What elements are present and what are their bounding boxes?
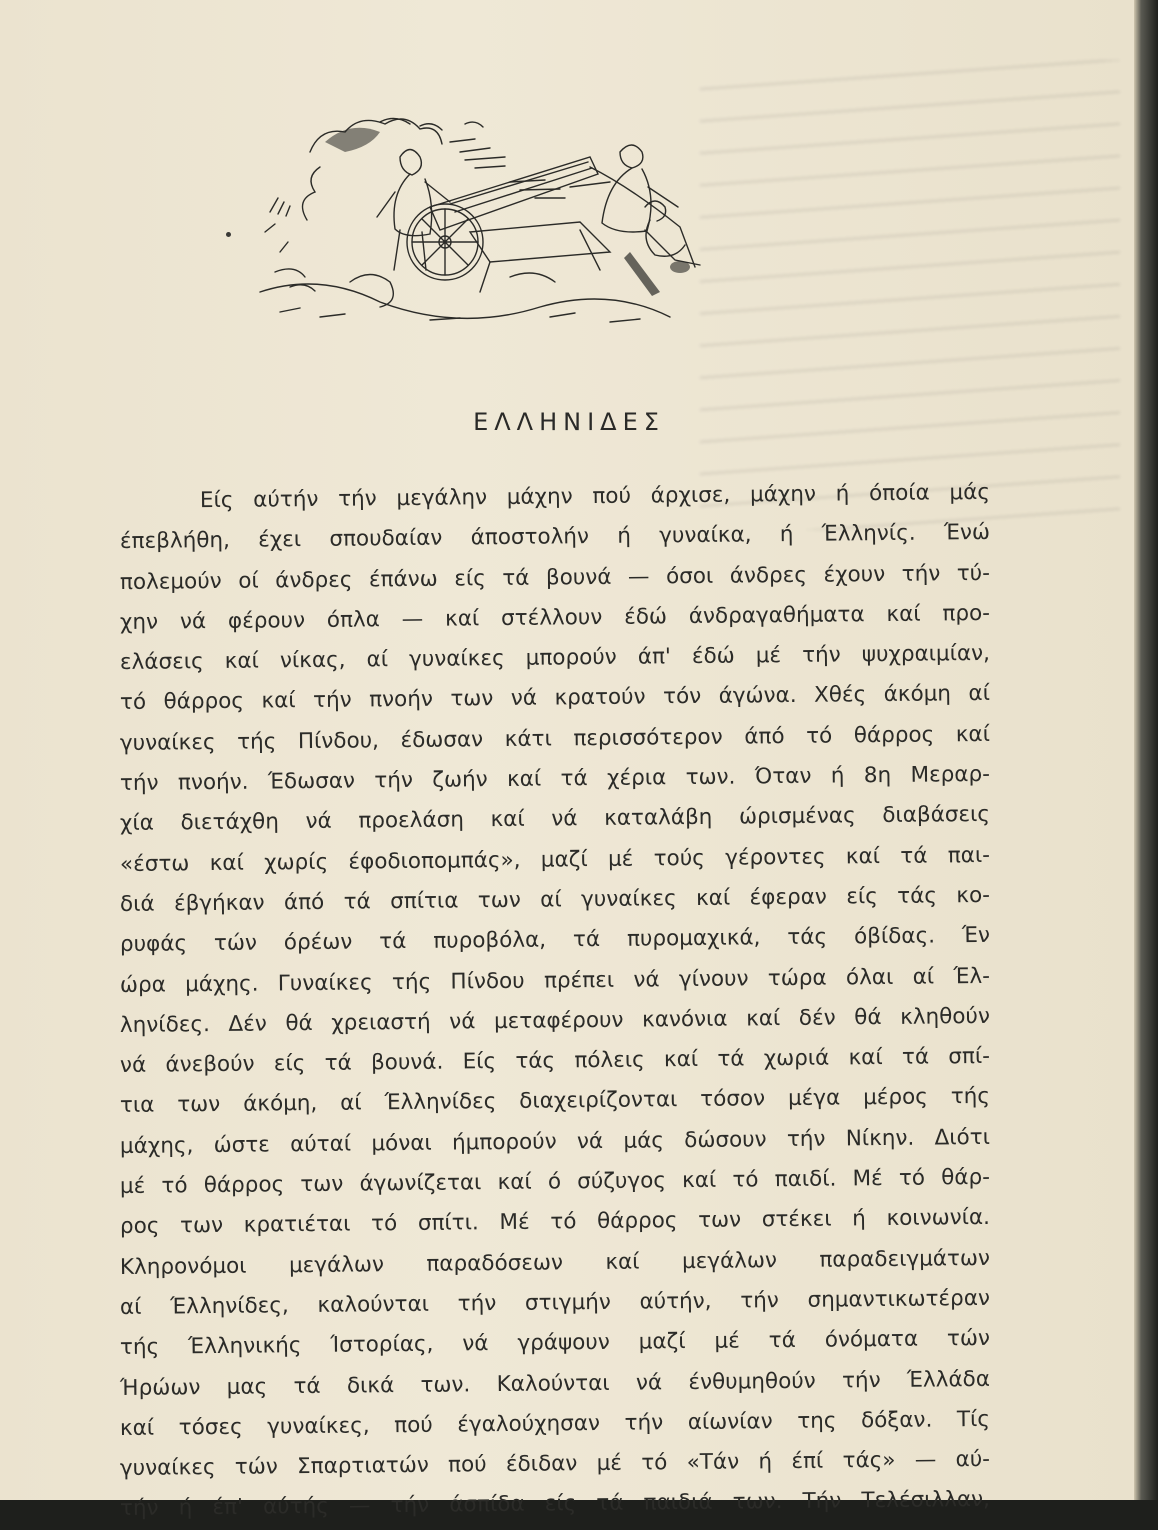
text-line: γυναίκες τών Σπαρτιατών πού έδιδαν μέ τό «Τάν ή έπί τάς» — αύ- [119, 1447, 991, 1482]
article-body [119, 479, 991, 1530]
text-line: μέ τό θάρρος των άγωνίζεται καί ό σύζυγος καί τό παιδί. Μέ τό θάρ- [119, 1164, 991, 1200]
bleed-through-text [700, 60, 1120, 530]
text-line: τήν πνοήν. Έδωσαν τήν ζωήν καί τά χέρια των. Όταν ή 8η Μεραρ- [119, 761, 991, 797]
text-line: Είς αύτήν τήν μεγάλην μάχην πού άρχισε, μάχην ή όποία μάς [199, 479, 991, 514]
text-line: τήν ή έπ' αύτής — τήν άσπίδα είς τά παιδιά των. Τήν Τελέσιλλαν, [119, 1487, 991, 1522]
text-line: Ήρώων μας τά δικά των. Καλούνται νά ένθυμηθούν τήν Έλλάδα [119, 1366, 991, 1401]
text-line: μάχης, ώστε αύταί μόναι ήμπορούν νά μάς δώσουν τήν Νίκην. Διότι [119, 1124, 991, 1159]
text-line: νά άνεβούν είς τά βουνά. Είς τάς πόλεις καί τά χωριά καί τά σπί- [119, 1044, 991, 1079]
text-line: ελάσεις καί νίκας, αί γυναίκες μπορούν άπ' έδώ μέ τήν ψυχραιμίαν, [119, 641, 991, 676]
text-line: τό θάρρος καί τήν πνοήν των νά κρατούν τόν άγώνα. Χθές άκόμη αί [119, 681, 991, 716]
text-line: αί Έλληνίδες, καλούνται τήν στιγμήν αύτήν, τήν σημαντικωτέραν [119, 1285, 991, 1320]
text-line: χην νά φέρουν όπλα — καί στέλλουν έδώ άνδραγαθήματα καί προ- [119, 600, 991, 635]
women-hauling-cannon-illustration [250, 112, 710, 327]
text-line: καί τόσες γυναίκες, πού έγαλούχησαν τήν αίωνίαν της δόξαν. Τίς [119, 1406, 991, 1441]
text-line: ληνίδες. Δέν θά χρειαστή νά μεταφέρουν κανόνια καί δέν θά κληθούν [119, 1003, 991, 1038]
text-line: «έστω καί χωρίς έφοδιοπομπάς», μαζί μέ τούς γέροντες καί τά παι- [119, 842, 991, 877]
text-line: διά έβγήκαν άπό τά σπίτια των αί γυναίκες καί έφεραν είς τάς κο- [119, 882, 991, 917]
text-line: γυναίκες τής Πίνδου, έδωσαν κάτι περισσότερον άπό τό θάρρος καί [119, 721, 991, 756]
text-line: χία διετάχθη νά προελάση καί νά καταλάβη ώρισμένας διαβάσεις [119, 802, 991, 837]
text-line: ρος των κρατιέται τό σπίτι. Μέ τό θάρρος των στέκει ή κοινωνία. [119, 1205, 991, 1240]
text-line: ρυφάς τών όρέων τά πυροβόλα, τά πυρομαχικά, τάς όβίδας. Έν [119, 923, 991, 958]
ink-speck [226, 232, 231, 237]
text-line: Κληρονόμοι μεγάλων παραδόσεων καί μεγάλων παραδειγμάτων [119, 1245, 991, 1280]
text-line: τής Έλληνικής Ίστορίας, νά γράψουν μαζί μέ τά όνόματα τών [119, 1326, 991, 1361]
text-line: ώρα μάχης. Γυναίκες τής Πίνδου πρέπει νά γίνουν τώρα όλαι αί Έλ- [119, 963, 991, 998]
text-line: έπεβλήθη, έχει σπουδαίαν άποστολήν ή γυναίκα, ή Έλληνίς. Ένώ [119, 520, 991, 555]
text-line: πολεμούν οί άνδρες έπάνω είς τά βουνά — όσοι άνδρες έχουν τήν τύ- [119, 560, 991, 595]
article-title: ΕΛΛΗΝΙΔΕΣ [473, 408, 665, 436]
text-line: τια των άκόμη, αί Έλληνίδες διαχειρίζονται τόσον μέγα μέρος τής [119, 1084, 991, 1119]
page-edge-shadow [1134, 0, 1158, 1500]
